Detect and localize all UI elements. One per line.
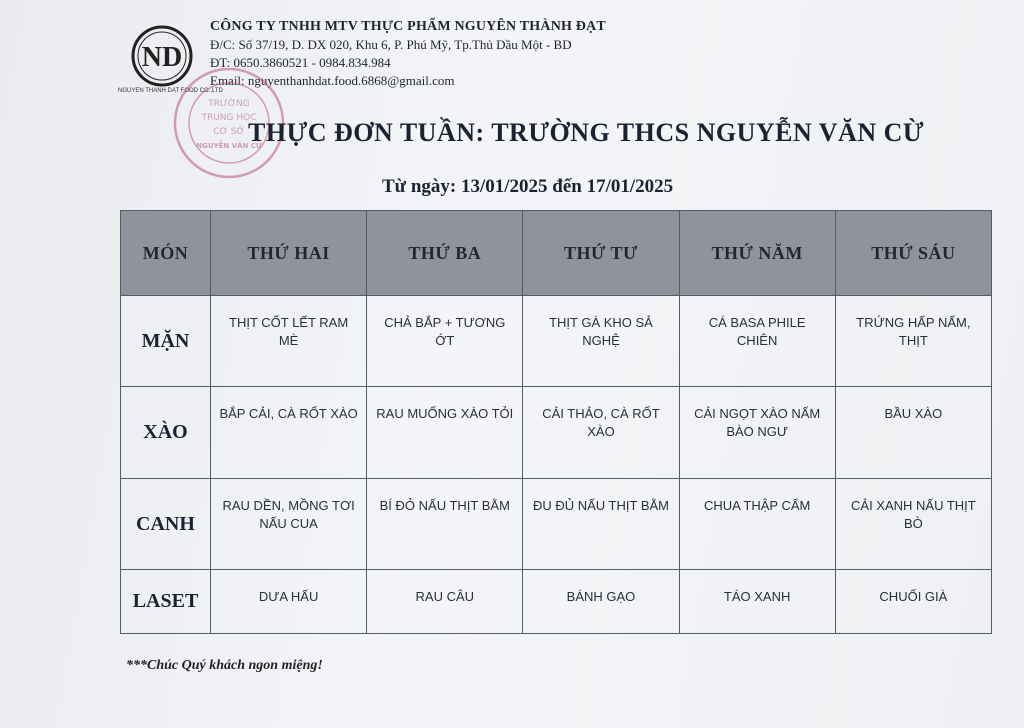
logo-letters: ND	[141, 42, 183, 73]
row-label: LASET	[121, 570, 211, 634]
footer-note: ***Chúc Quý khách ngon miệng!	[126, 658, 323, 673]
table-cell: RAU CÂU	[367, 570, 523, 634]
stamp-line-3: CƠ SỞ	[213, 127, 245, 137]
column-header: THỨ SÁU	[835, 211, 991, 296]
logo-caption: NGUYEN THANH DAT FOOD CO.,LTD	[118, 88, 223, 94]
table-cell: THỊT CỐT LẾT RAM MÈ	[211, 296, 367, 387]
table-cell: THỊT GÀ KHO SẢ NGHỆ	[523, 296, 679, 387]
table-cell: ĐU ĐỦ NẤU THỊT BẰM	[523, 478, 679, 569]
company-email: Email: nguyenthanhdat.food.6868@gmail.com	[210, 73, 455, 88]
table-cell: CHUA THẬP CẨM	[679, 478, 835, 569]
table-cell: BÁNH GẠO	[523, 570, 679, 634]
table-cell: CHUỐI GIÀ	[835, 570, 991, 634]
company-name: CÔNG TY TNHH MTV THỰC PHẨM NGUYÊN THÀNH ĐẠT	[210, 19, 606, 34]
table-cell: CHẢ BẮP + TƯƠNG ỚT	[367, 296, 523, 387]
date-range: Từ ngày: 13/01/2025 đến 17/01/2025	[382, 176, 674, 197]
stamp-line-2: TRUNG HỌC	[201, 113, 257, 123]
column-header: MÓN	[121, 211, 211, 296]
row-label: CANH	[121, 478, 211, 569]
table-cell: BÍ ĐỎ NẤU THỊT BẰM	[367, 478, 523, 569]
column-header: THỨ BA	[367, 211, 523, 296]
table-cell: CẢI THẢO, CÀ RỐT XÀO	[523, 387, 679, 478]
stamp-line-4: NGUYỄN VĂN CỪ	[196, 142, 262, 150]
table-cell: CẢI NGỌT XÀO NẤM BÀO NGƯ	[679, 387, 835, 478]
table-cell: DƯA HẤU	[211, 570, 367, 634]
table-cell: TÁO XANH	[679, 570, 835, 634]
table-cell: TRỨNG HẤP NẤM, THỊT	[835, 296, 991, 387]
row-label: MẶN	[121, 296, 211, 387]
table-cell: BẮP CẢI, CÀ RỐT XÀO	[211, 387, 367, 478]
table-row	[121, 296, 992, 387]
company-address: Đ/C: Số 37/19, D. DX 020, Khu 6, P. Phú Mỹ, Tp.Thủ Dầu Một - BD	[210, 37, 572, 52]
page-title: THỰC ĐƠN TUẦN: TRƯỜNG THCS NGUYỄN VĂN CỪ	[248, 118, 925, 147]
column-header: THỨ TƯ	[523, 211, 679, 296]
table-row	[121, 570, 992, 634]
company-phone: ĐT: 0650.3860521 - 0984.834.984	[210, 55, 391, 70]
table-row	[121, 387, 992, 478]
table-cell: RAU DỀN, MỒNG TƠI NẤU CUA	[211, 478, 367, 569]
row-label: XÀO	[121, 387, 211, 478]
stamp-line-1: TRƯỜNG	[208, 99, 250, 109]
table-cell: RAU MUỐNG XÀO TỎI	[367, 387, 523, 478]
table-cell: CẢI XANH NẤU THỊT BÒ	[835, 478, 991, 569]
column-header: THỨ NĂM	[679, 211, 835, 296]
table-row	[121, 478, 992, 569]
table-cell: CÁ BASA PHILE CHIÊN	[679, 296, 835, 387]
table-cell: BẦU XÀO	[835, 387, 991, 478]
table-header-row	[121, 211, 992, 296]
weekly-menu-table	[120, 210, 992, 634]
column-header: THỨ HAI	[211, 211, 367, 296]
